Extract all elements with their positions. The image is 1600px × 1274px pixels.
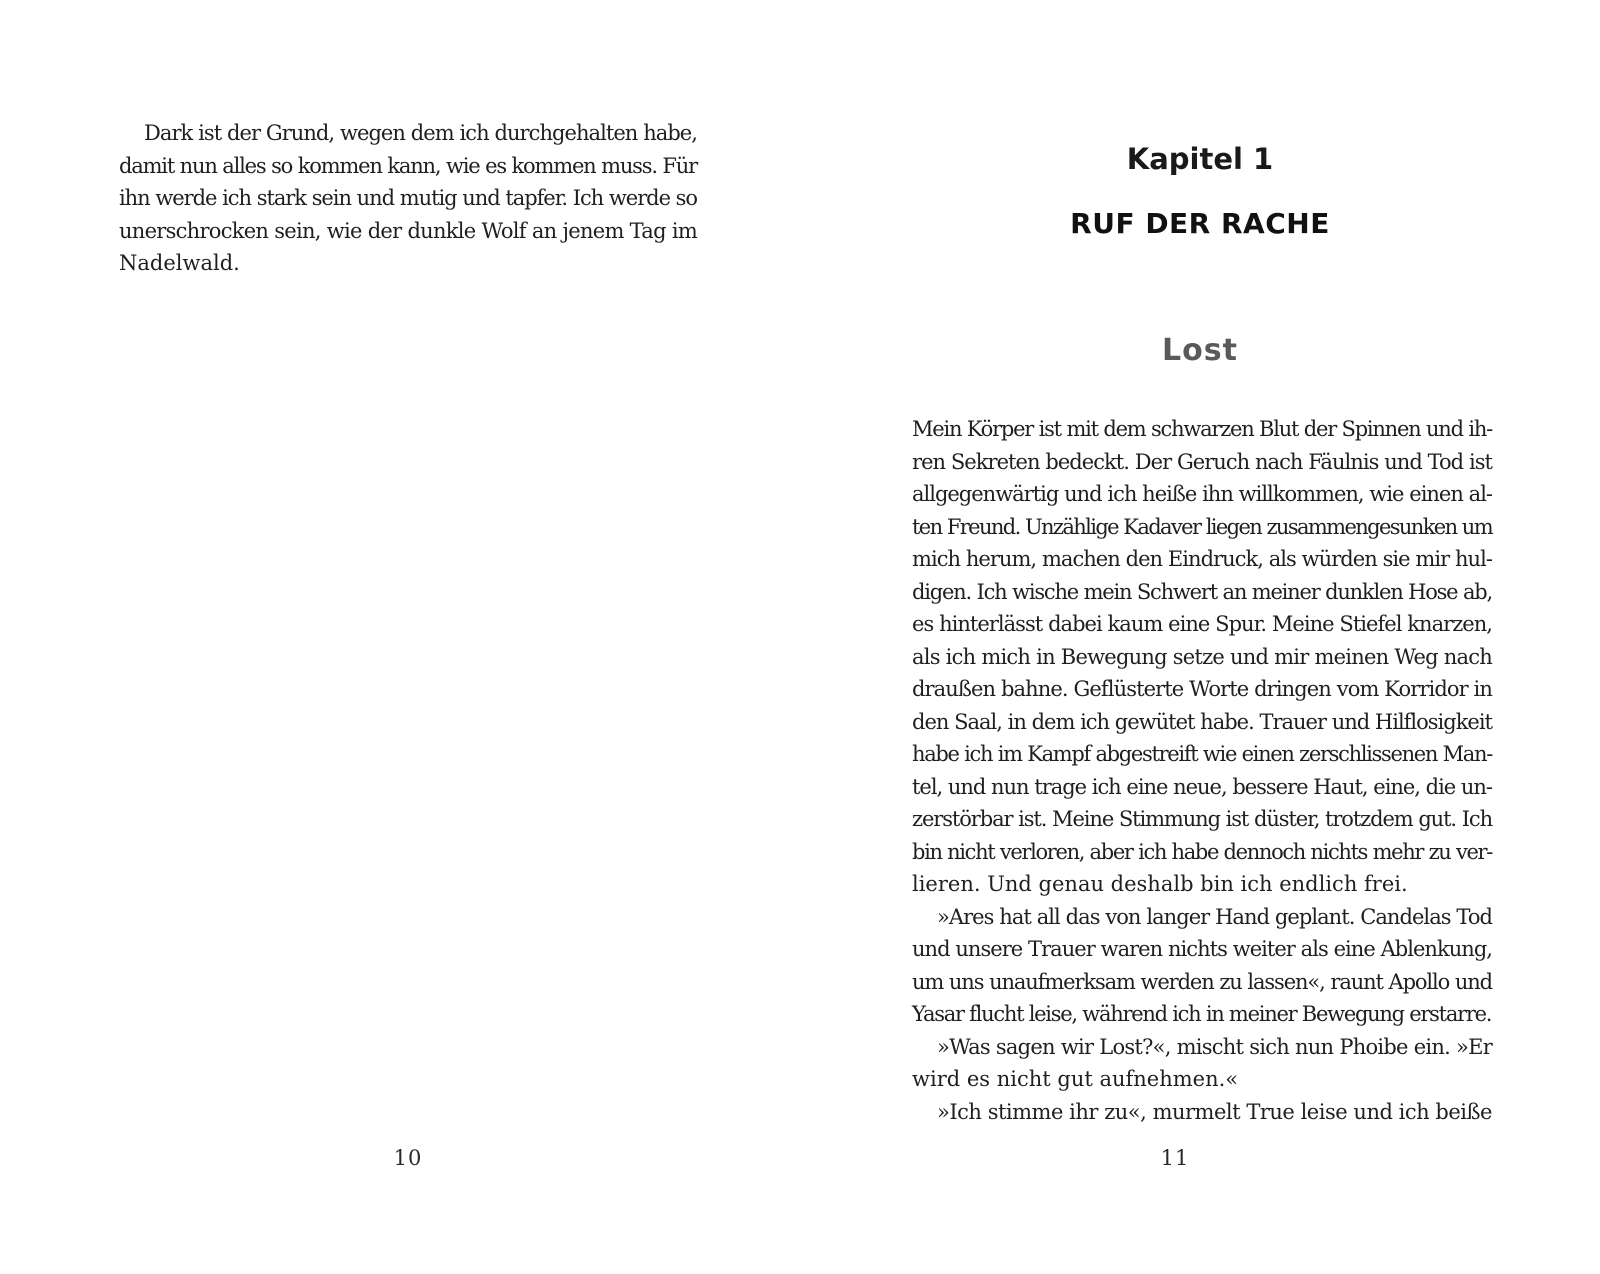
pov-character-name: Lost [1162, 333, 1238, 368]
text-line: den Saal, in dem ich gewütet habe. Trauer und Hilflosigkeit [912, 709, 1492, 734]
chapter-number: Kapitel 1 [1126, 142, 1274, 176]
text-line: als ich mich in Bewegung setze und mir meinen Weg nach [912, 644, 1492, 669]
text-line: es hinterlässt dabei kaum eine Spur. Meine Stiefel knarzen, [912, 612, 1492, 636]
text-line: »Ares hat all das von langer Hand geplant. Candelas Tod [937, 904, 1492, 929]
text-line: allgegenwärtig und ich heiße ihn willkommen, wie einen al- [912, 482, 1492, 506]
text-line: Yasar flucht leise, während ich in meiner Bewegung erstarre. [912, 1002, 1492, 1026]
text-line: habe ich im Kampf abgestreift wie einen zerschlissenen Man- [912, 742, 1492, 766]
text-line: tel, und nun trage ich eine neue, bessere Haut, eine, die un- [912, 774, 1492, 799]
right-page [800, 0, 1600, 1274]
text-line: bin nicht verloren, aber ich habe dennoch nichts mehr zu ver- [912, 839, 1492, 864]
text-line: mich herum, machen den Eindruck, als würden sie mir hul- [912, 547, 1492, 571]
text-line: Mein Körper ist mit dem schwarzen Blut der Spinnen und ih- [912, 417, 1492, 441]
text-line: wird es nicht gut aufnehmen.« [912, 1067, 1239, 1091]
text-line: lieren. Und genau deshalb bin ich endlich frei. [912, 872, 1408, 896]
text-line: ren Sekreten bedeckt. Der Geruch nach Fäulnis und Tod ist [912, 449, 1492, 474]
text-line: um uns unaufmerksam werden zu lassen«, raunt Apollo und [912, 969, 1492, 994]
text-line: ten Freund. Unzählige Kadaver liegen zusammengesunken um [912, 514, 1492, 539]
text-line: Dark ist der Grund, wegen dem ich durchgehalten habe, [144, 121, 697, 145]
text-line: damit nun alles so kommen kann, wie es kommen muss. Für [119, 153, 697, 178]
page-number: 10 [393, 1146, 423, 1170]
text-line: unerschrocken sein, wie der dunkle Wolf an jenem Tag im [119, 218, 697, 243]
chapter-title: RUF DER RACHE [1070, 207, 1330, 240]
text-line: draußen bahne. Geflüsterte Worte dringen vom Korridor in [912, 677, 1492, 701]
text-line: Nadelwald. [119, 251, 240, 275]
text-line: ihn werde ich stark sein und mutig und tapfer. Ich werde so [119, 186, 697, 210]
text-line: digen. Ich wische mein Schwert an meiner dunklen Hose ab, [912, 579, 1492, 604]
page-number: 11 [1160, 1146, 1190, 1170]
text-line: und unsere Trauer waren nichts weiter als eine Ablenkung, [912, 937, 1492, 961]
text-line: »Was sagen wir Lost?«, mischt sich nun Phoibe ein. »Er [937, 1034, 1492, 1059]
text-line: zerstörbar ist. Meine Stimmung ist düster, trotzdem gut. Ich [912, 807, 1492, 831]
left-page-text [119, 117, 697, 280]
text-line: »Ich stimme ihr zu«, murmelt True leise und ich beiße [937, 1099, 1492, 1124]
right-page-text [912, 413, 1492, 1128]
